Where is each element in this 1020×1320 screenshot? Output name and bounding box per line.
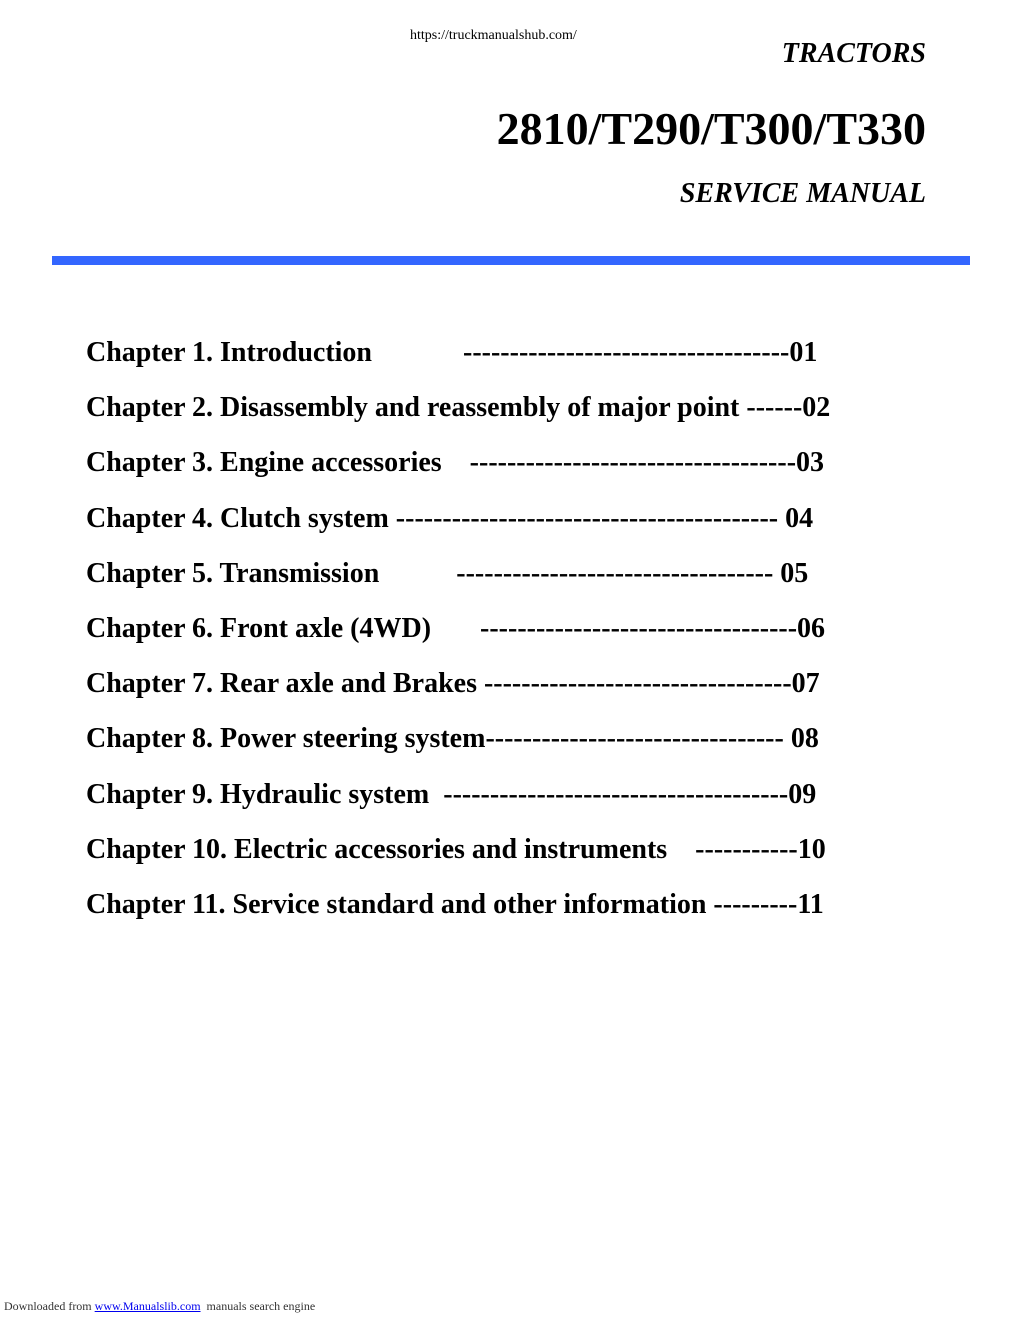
download-footer [4, 1299, 315, 1314]
footer-suffix: manuals search engine [200, 1299, 316, 1313]
toc-item-chapter-3: Chapter 3. Engine accessories -----------------------------------03 [86, 447, 825, 479]
footer-prefix: Downloaded from [4, 1299, 95, 1313]
category-title: TRACTORS [781, 38, 926, 69]
toc-item-chapter-10: Chapter 10. Electric accessories and instruments -----------10 [86, 833, 826, 865]
toc-item-chapter-5: Chapter 5. Transmission ---------------------------------- 05 [86, 557, 809, 589]
toc-item-chapter-2: Chapter 2. Disassembly and reassembly of major point ------02 [86, 392, 831, 424]
header-divider [52, 256, 970, 265]
model-title: 2810/T290/T300/T330 [496, 103, 926, 154]
toc-item-chapter-1: Chapter 1. Introduction -----------------------------------01 [86, 337, 818, 368]
manual-subtitle: SERVICE MANUAL [679, 178, 926, 209]
manualslib-link[interactable]: www.Manualslib.com [94, 1299, 201, 1313]
toc-item-chapter-11: Chapter 11. Service standard and other information ---------11 [86, 888, 824, 920]
table-of-contents [86, 334, 916, 941]
toc-item-chapter-9: Chapter 9. Hydraulic system -------------------------------------09 [86, 778, 817, 810]
toc-item-chapter-4: Chapter 4. Clutch system ----------------------------------------- 04 [86, 502, 814, 534]
toc-item-chapter-8: Chapter 8. Power steering system-------------------------------- 08 [86, 723, 819, 755]
source-url: https://truckmanualshub.com/ [410, 28, 577, 43]
toc-item-chapter-7: Chapter 7. Rear axle and Brakes ---------------------------------07 [86, 668, 820, 700]
toc-item-chapter-6: Chapter 6. Front axle (4WD) ----------------------------------06 [86, 612, 826, 644]
